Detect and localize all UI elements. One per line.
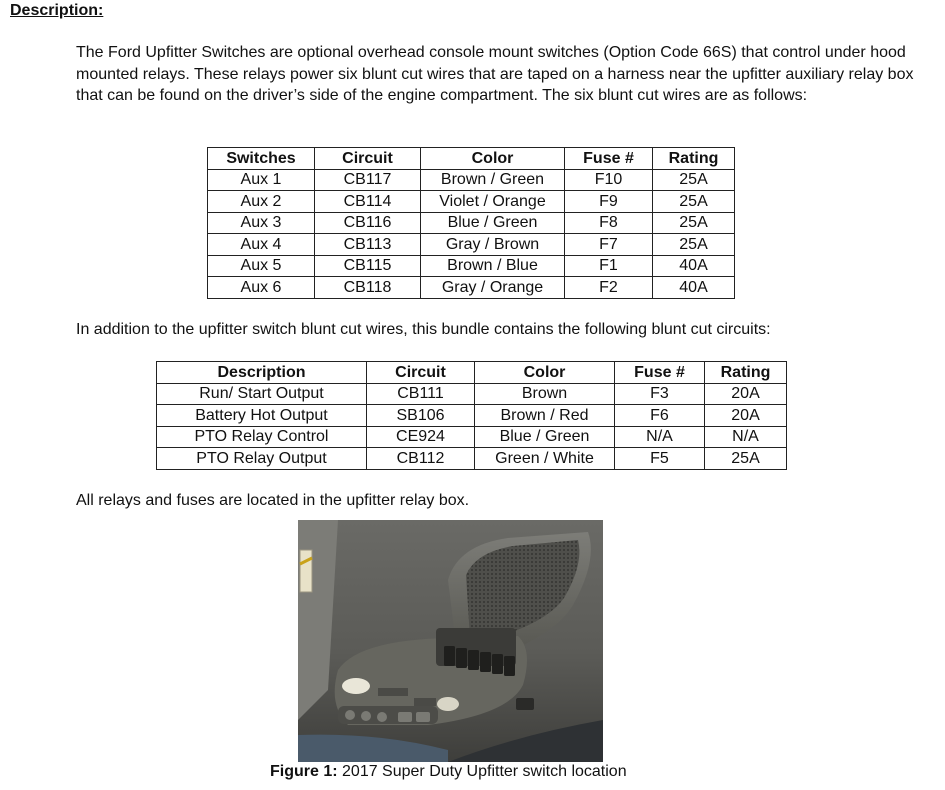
table-cell: 40A xyxy=(653,277,735,299)
table-row xyxy=(208,234,735,256)
table-cell: Aux 5 xyxy=(208,255,315,277)
table-row xyxy=(157,426,787,448)
table-cell: F10 xyxy=(565,169,653,191)
table-cell: 40A xyxy=(653,255,735,277)
table-cell: 25A xyxy=(705,448,787,470)
table-cell: Brown / Red xyxy=(475,405,615,427)
table-row xyxy=(157,405,787,427)
table-cell: Brown / Green xyxy=(421,169,565,191)
table-cell: Blue / Green xyxy=(421,212,565,234)
table-cell: N/A xyxy=(705,426,787,448)
table-header-row xyxy=(157,362,787,384)
table-row xyxy=(208,277,735,299)
figure-label: Figure 1: xyxy=(270,763,338,780)
table-cell: F2 xyxy=(565,277,653,299)
table-cell: Aux 3 xyxy=(208,212,315,234)
table-row xyxy=(157,383,787,405)
table-cell: F9 xyxy=(565,191,653,213)
table-cell: 20A xyxy=(705,383,787,405)
section-heading: Description: xyxy=(10,2,104,19)
table-cell: Gray / Orange xyxy=(421,277,565,299)
table-cell: CB114 xyxy=(315,191,421,213)
column-header: Color xyxy=(475,362,615,384)
table-cell: Brown xyxy=(475,383,615,405)
table-cell: F3 xyxy=(615,383,705,405)
table-cell: SB106 xyxy=(367,405,475,427)
column-header: Circuit xyxy=(367,362,475,384)
table-cell: CB111 xyxy=(367,383,475,405)
table-cell: CB112 xyxy=(367,448,475,470)
table-cell: F7 xyxy=(565,234,653,256)
table-row xyxy=(208,169,735,191)
column-header: Color xyxy=(421,148,565,170)
table-row xyxy=(208,191,735,213)
column-header: Description xyxy=(157,362,367,384)
table-cell: PTO Relay Output xyxy=(157,448,367,470)
table-cell: 25A xyxy=(653,212,735,234)
table-row xyxy=(208,255,735,277)
table-cell: Violet / Orange xyxy=(421,191,565,213)
column-header: Rating xyxy=(653,148,735,170)
table-cell: Green / White xyxy=(475,448,615,470)
figure-caption-text: 2017 Super Duty Upfitter switch location xyxy=(342,763,627,780)
table-cell: PTO Relay Control xyxy=(157,426,367,448)
table-cell: Blue / Green xyxy=(475,426,615,448)
overhead-console-photo xyxy=(298,520,603,762)
table-cell: Battery Hot Output xyxy=(157,405,367,427)
closing-paragraph: All relays and fuses are located in the upfitter relay box. xyxy=(76,492,470,509)
table-cell: F5 xyxy=(615,448,705,470)
table-cell: CB116 xyxy=(315,212,421,234)
table-cell: CB118 xyxy=(315,277,421,299)
table-cell: F1 xyxy=(565,255,653,277)
table-cell: 25A xyxy=(653,169,735,191)
table-cell: 25A xyxy=(653,234,735,256)
column-header: Circuit xyxy=(315,148,421,170)
table-row xyxy=(157,448,787,470)
table-cell: Aux 2 xyxy=(208,191,315,213)
intro-paragraph: The Ford Upfitter Switches are optional overhead console mount switches (Option Code 66S) that control under hood mounted relays. These relays power six blunt cut wires that are taped on a harness near the upfitter auxiliary relay box that can be found on the driver’s side of the engine compartment. The six blunt cut wires are as follows: xyxy=(76,44,914,104)
table-cell: Gray / Brown xyxy=(421,234,565,256)
column-header: Switches xyxy=(208,148,315,170)
table-header-row xyxy=(208,148,735,170)
column-header: Rating xyxy=(705,362,787,384)
table-cell: F6 xyxy=(615,405,705,427)
table-cell: CB113 xyxy=(315,234,421,256)
table-row xyxy=(208,212,735,234)
table-cell: CE924 xyxy=(367,426,475,448)
table-cell: Run/ Start Output xyxy=(157,383,367,405)
table-cell: Aux 1 xyxy=(208,169,315,191)
figure-caption xyxy=(270,763,627,781)
table-cell: N/A xyxy=(615,426,705,448)
table-cell: F8 xyxy=(565,212,653,234)
table-cell: Aux 4 xyxy=(208,234,315,256)
table-cell: 25A xyxy=(653,191,735,213)
middle-paragraph: In addition to the upfitter switch blunt cut wires, this bundle contains the following blunt cut circuits: xyxy=(76,321,771,338)
table-cell: CB117 xyxy=(315,169,421,191)
column-header: Fuse # xyxy=(615,362,705,384)
table-cell: Aux 6 xyxy=(208,277,315,299)
table-cell: CB115 xyxy=(315,255,421,277)
table-cell: 20A xyxy=(705,405,787,427)
column-header: Fuse # xyxy=(565,148,653,170)
table-cell: Brown / Blue xyxy=(421,255,565,277)
upfitter-switch-table xyxy=(207,147,735,299)
blunt-cut-circuits-table xyxy=(156,361,787,470)
